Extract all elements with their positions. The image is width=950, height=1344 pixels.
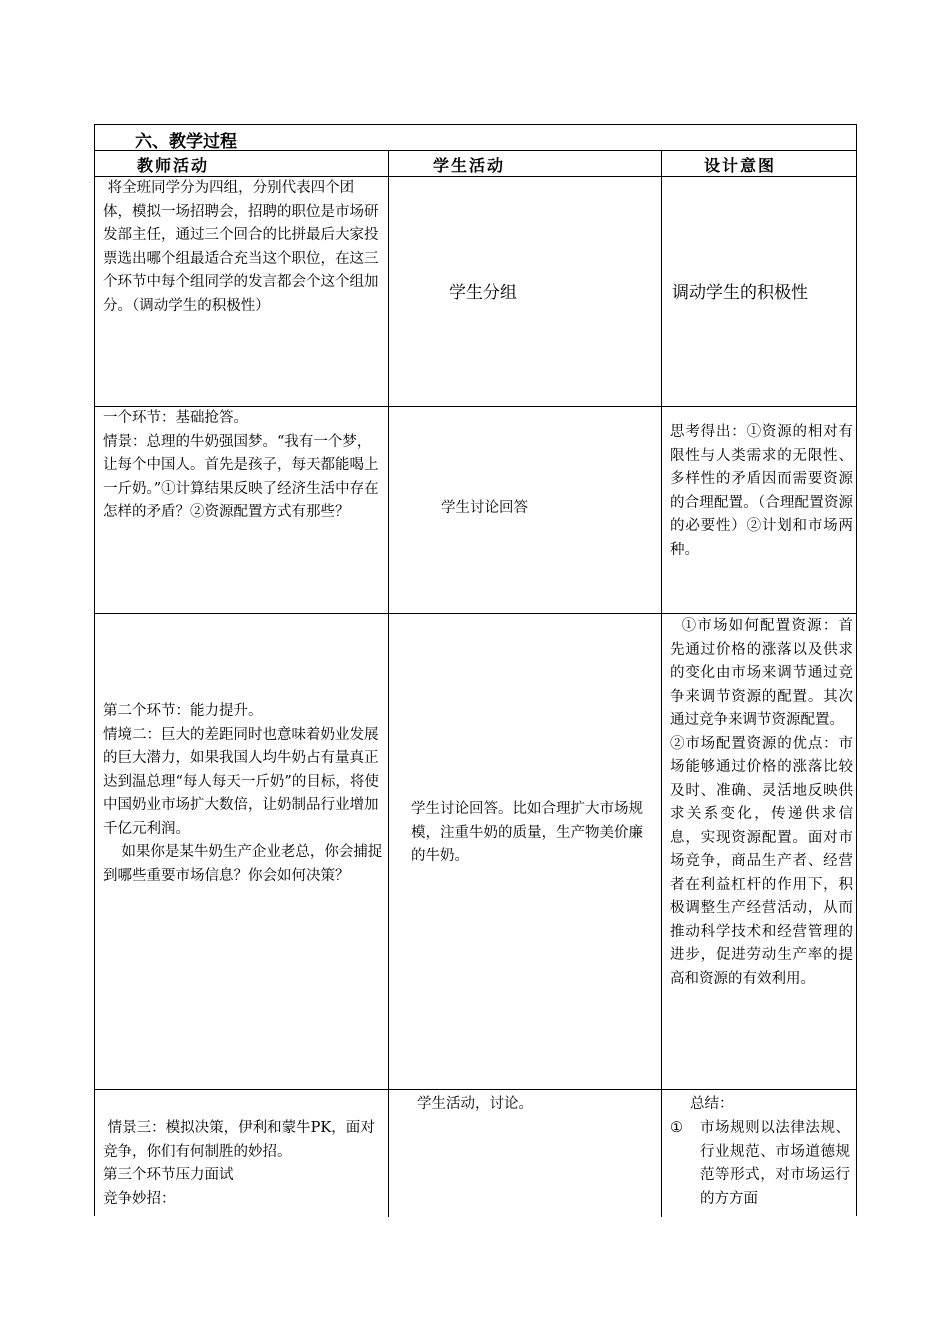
teaching-process-table bbox=[94, 124, 857, 1216]
teacher-activity-cell bbox=[95, 177, 389, 406]
teacher-activity-text: 将全班同学分为四组，分别代表四个团体，模拟一场招聘会，招聘的职位是市场研发部主任，通过三个回合的比拼最后大家投票选出哪个组最适合充当这个职位，在这三个环节中每个组同学的发言都会个这个组加分。（调动学生的积极性） bbox=[103, 180, 379, 314]
table-row bbox=[95, 614, 856, 1090]
design-intent-cell bbox=[662, 1090, 857, 1217]
design-intent-title: 总结： bbox=[690, 1096, 734, 1112]
design-intent-cell bbox=[662, 407, 857, 613]
teacher-activity-cell bbox=[95, 1090, 389, 1217]
table-row bbox=[95, 407, 856, 614]
design-intent-cell bbox=[662, 614, 857, 1089]
student-activity-cell bbox=[389, 614, 662, 1089]
teacher-activity-cell bbox=[95, 407, 389, 613]
teacher-activity-text: 第二个环节：能力提升。 情境二：巨大的差距同时也意味着奶业发展的巨大潜力，如果我国人均牛奶占有量真正达到温总理“每人每天一斤奶”的目标，将使中国奶业市场扩大数倍，让奶制品行业增加千亿元利润。 如果你是某牛奶生产企业老总，你会捕捉到哪些重要市场信息？你会如何决策？ bbox=[103, 703, 383, 884]
teacher-activity-text: 情景三：模拟决策，伊利和蒙牛PK，面对竞争，你们有何制胜的妙招。 第三个环节压力面试 竞争妙招： bbox=[103, 1120, 375, 1207]
design-intent-text: 思考得出：①资源的相对有限性与人类需求的无限性、多样性的矛盾因而需要资源的合理配置。（合理配置资源的必要性）②计划和市场两种。 bbox=[670, 424, 853, 558]
student-activity-cell bbox=[389, 177, 662, 406]
student-activity-cell bbox=[389, 1090, 662, 1217]
student-activity-text: 学生讨论回答。比如合理扩大市场规模，注重牛奶的质量，生产物美价廉的牛奶。 bbox=[411, 801, 643, 864]
header-intent: 设计意图 bbox=[704, 156, 777, 175]
student-activity-cell bbox=[389, 407, 662, 613]
design-intent-text: ①市场如何配置资源：首先通过价格的涨落以及供求的变化由市场来调节通过竞争来调节资源的配置。其次通过竞争来调节资源配置。 ②市场配置资源的优点：市场能够通过价格的涨落比较及时、准确、灵活地反映供求关系变化，传递供求信息，实现资源配置。面对市场竞争，商品生产者、经营者在利益杠杆的作用下，积极调整生产经营活动，从而推动科学技术和经营管理的进步，促进劳动生产率的提高和资源的有效利用。 bbox=[670, 618, 854, 987]
student-activity-text: 学生活动，讨论。 bbox=[417, 1096, 533, 1112]
header-teacher: 教师活动 bbox=[137, 156, 210, 175]
design-intent-text: 调动学生的积极性 bbox=[672, 283, 808, 303]
student-activity-text: 学生讨论回答 bbox=[441, 500, 528, 516]
section-title-row bbox=[95, 125, 856, 151]
header-teacher-cell bbox=[95, 151, 389, 176]
header-student: 学生活动 bbox=[433, 156, 506, 175]
header-row bbox=[95, 151, 856, 177]
table-row bbox=[95, 177, 856, 407]
table-row bbox=[95, 1090, 856, 1217]
header-intent-cell bbox=[662, 151, 857, 176]
teacher-activity-text: 一个环节：基础抢答。 情景：总理的牛奶强国梦。“我有一个梦，让每个中国人。首先是孩子，每天都能喝上一斤奶。”①计算结果反映了经济生活中存在怎样的矛盾？②资源配置方式有那些？ bbox=[103, 410, 379, 520]
student-activity-text: 学生分组 bbox=[449, 283, 517, 303]
design-intent-item-number: ① bbox=[670, 1120, 683, 1136]
design-intent-item-text: 市场规则以法律法规、行业规范、市场道德规范等形式，对市场运行的方方面 bbox=[700, 1120, 850, 1207]
teacher-activity-cell bbox=[95, 614, 389, 1089]
section-title: 六、教学过程 bbox=[135, 132, 237, 152]
design-intent-cell bbox=[662, 177, 857, 406]
header-student-cell bbox=[389, 151, 662, 176]
